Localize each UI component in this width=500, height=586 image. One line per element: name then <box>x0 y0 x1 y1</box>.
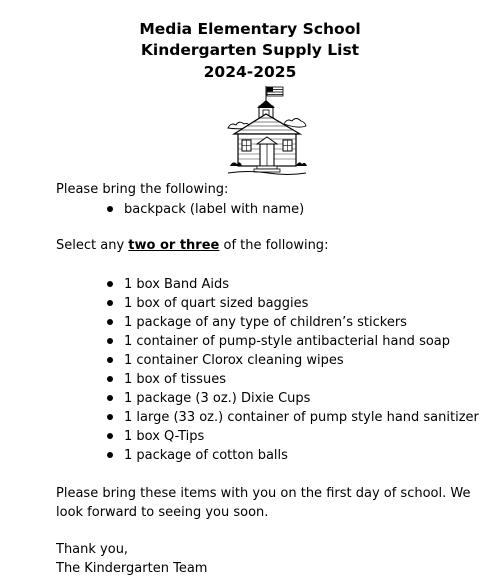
intro-text: Please bring the following: <box>56 182 229 197</box>
list-item <box>107 428 204 446</box>
list-item-label: 1 box Q-Tips <box>124 429 205 444</box>
list-item <box>107 276 229 294</box>
select-instruction <box>56 237 328 255</box>
bullet-icon <box>107 338 113 344</box>
bullet-icon <box>107 433 113 439</box>
list-item-label: 1 package (3 oz.) Dixie Cups <box>124 391 311 406</box>
list-item-label: 1 box of tissues <box>124 372 226 387</box>
bullet-icon <box>107 300 113 306</box>
schoolhouse-illustration <box>226 84 308 178</box>
list-item <box>107 295 308 313</box>
list-item-label: 1 package of cotton balls <box>124 448 288 463</box>
list-item <box>107 314 407 332</box>
list-item <box>107 371 226 389</box>
select-prefix: Select any <box>56 238 129 253</box>
list-item <box>107 201 304 219</box>
list-item <box>107 447 288 465</box>
list-item-label: 1 box of quart sized baggies <box>124 296 309 311</box>
signoff-team: The Kindergarten Team <box>56 561 208 576</box>
list-item-label: backpack (label with name) <box>124 202 305 217</box>
closing-line-2: look forward to seeing you soon. <box>56 505 269 520</box>
bullet-icon <box>107 452 113 458</box>
list-item <box>107 352 344 370</box>
list-item <box>107 409 479 427</box>
list-title: Kindergarten Supply List <box>140 41 360 59</box>
bullet-icon <box>107 414 113 420</box>
bullet-icon <box>107 357 113 363</box>
school-name: Media Elementary School <box>139 20 361 38</box>
list-item-label: 1 container Clorox cleaning wipes <box>124 353 344 368</box>
bullet-icon <box>107 395 113 401</box>
signoff-thanks: Thank you, <box>56 542 129 557</box>
select-suffix: of the following: <box>219 238 329 253</box>
list-item-label: 1 box Band Aids <box>124 277 230 292</box>
closing-line-1: Please bring these items with you on the first day of school. We <box>56 486 471 501</box>
list-item <box>107 390 310 408</box>
bullet-icon <box>107 376 113 382</box>
bullet-icon <box>107 319 113 325</box>
bullet-icon <box>107 206 113 212</box>
list-item-label: 1 large (33 oz.) container of pump style hand sanitizer <box>124 410 479 425</box>
bullet-icon <box>107 281 113 287</box>
list-item-label: 1 package of any type of children’s stickers <box>124 315 407 330</box>
select-emphasis: two or three <box>128 238 220 253</box>
school-year: 2024-2025 <box>203 63 297 81</box>
list-item-label: 1 container of pump-style antibacterial hand soap <box>124 334 451 349</box>
list-item <box>107 333 450 351</box>
